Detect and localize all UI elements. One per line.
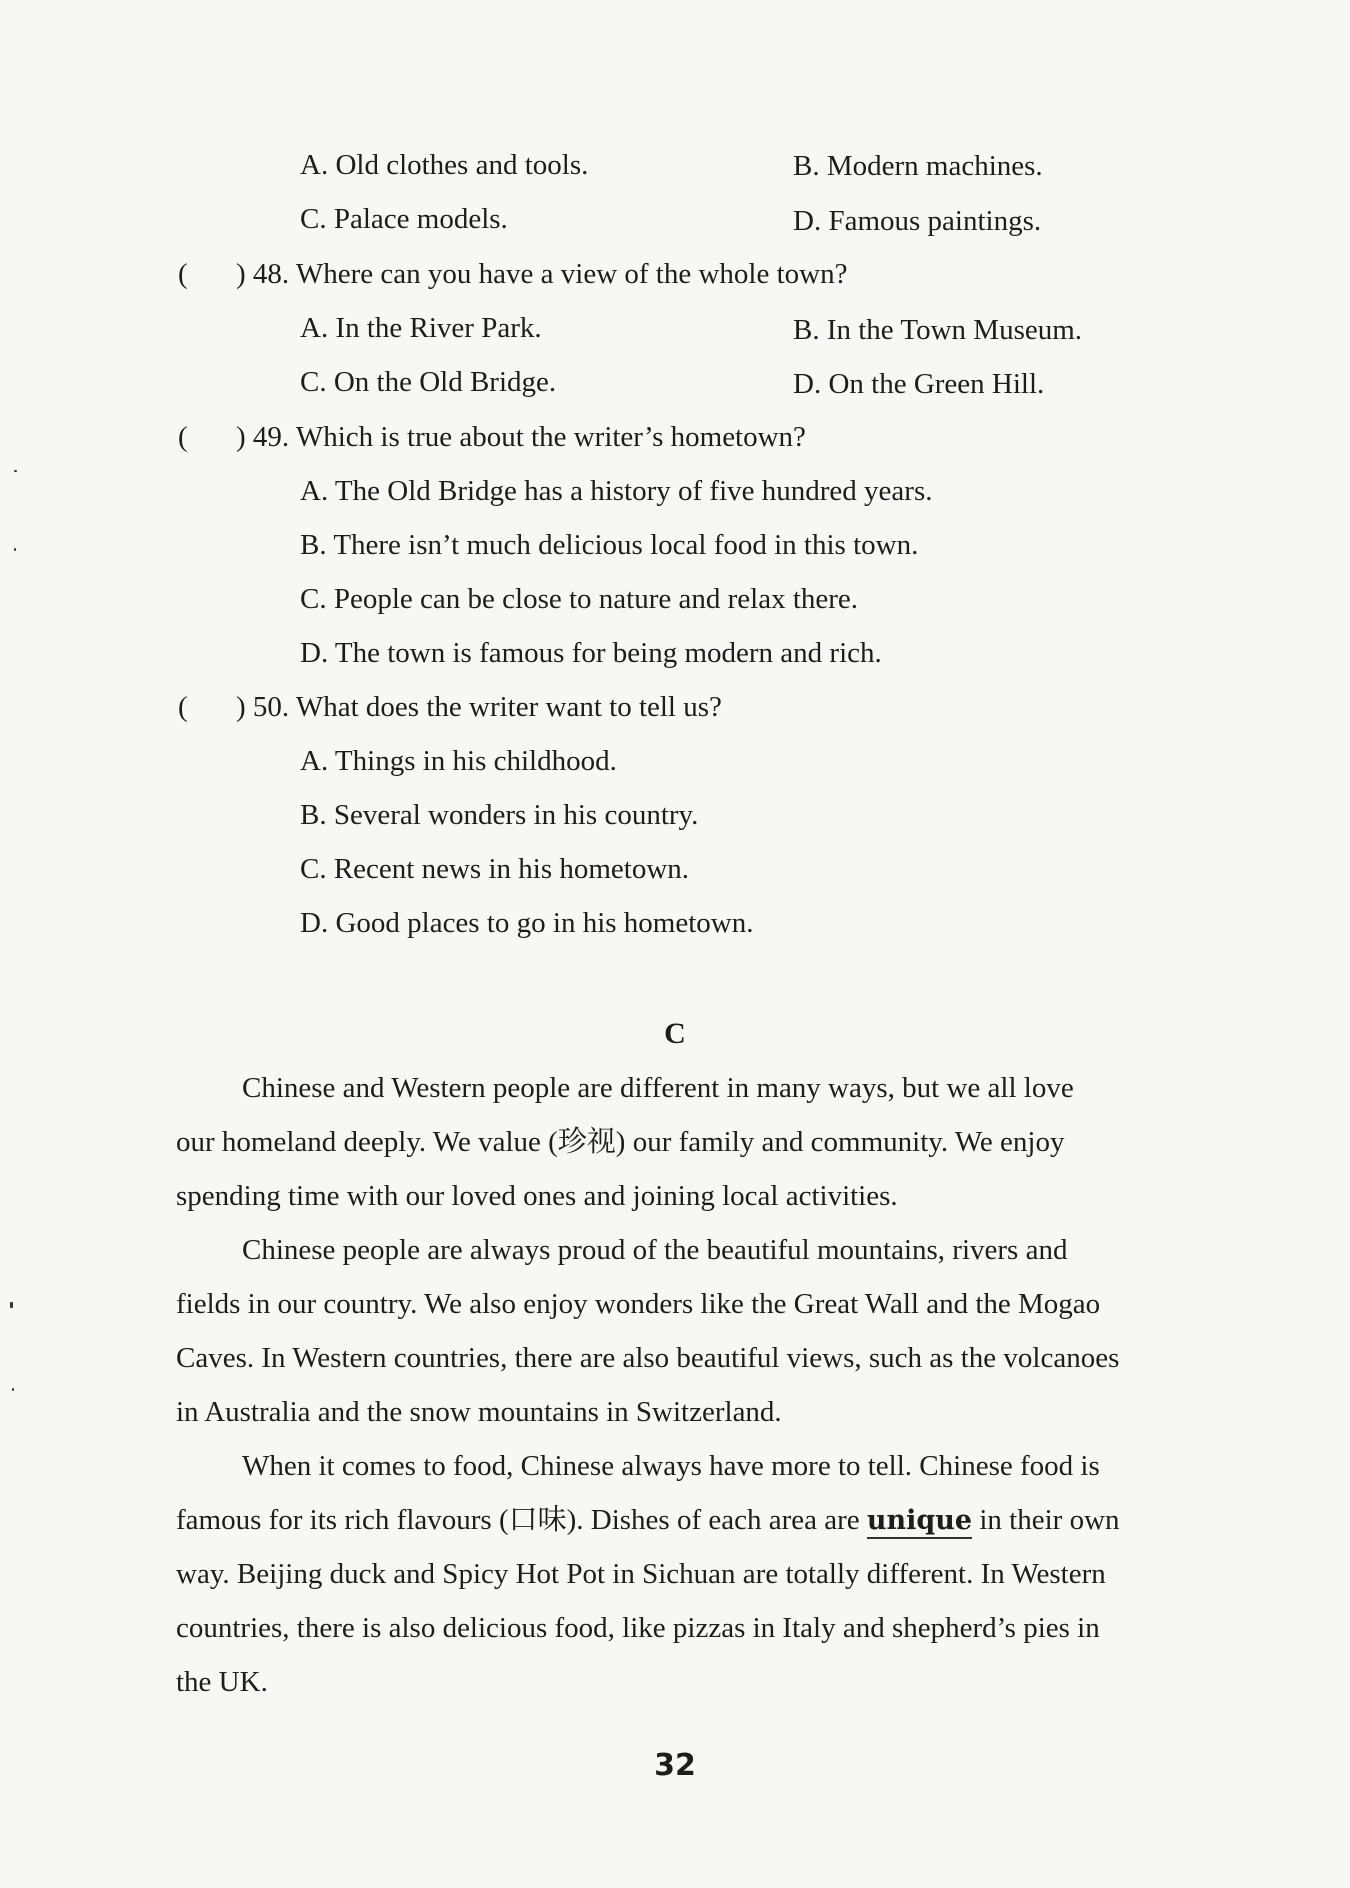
q48-option-c: C. On the Old Bridge.: [300, 366, 557, 398]
q48-stem: ) 48. Where can you have a view of the whole town?: [236, 258, 848, 290]
q49-answer-paren: (: [178, 421, 188, 453]
passage-c-p1-line1: Chinese and Western people are different in many ways, but we all love: [242, 1072, 1074, 1104]
q49-option-b: B. There isn’t much delicious local food in this town.: [300, 529, 919, 561]
q49-option-c: C. People can be close to nature and relax there.: [300, 583, 859, 615]
q47-option-a: A. Old clothes and tools.: [300, 149, 589, 181]
q48-option-d: D. On the Green Hill.: [793, 368, 1045, 400]
q50-option-a: A. Things in his childhood.: [300, 745, 617, 777]
section-c-heading: C: [664, 1017, 686, 1050]
q50-stem: ) 50. What does the writer want to tell us?: [236, 691, 722, 723]
passage-c-p3-line2-start: famous for its rich flavours (口味). Dishes of each area are: [176, 1504, 867, 1536]
passage-c-p2-line3: Caves. In Western countries, there are also beautiful views, such as the volcanoes: [176, 1342, 1120, 1374]
q48-answer-paren: (: [178, 258, 188, 290]
q47-option-c: C. Palace models.: [300, 203, 508, 235]
keyword-unique: unique: [867, 1505, 972, 1539]
passage-c-p3-line1: When it comes to food, Chinese always have more to tell. Chinese food is: [242, 1450, 1100, 1482]
passage-c-p3-line5: the UK.: [176, 1666, 268, 1698]
scan-speck: [14, 470, 17, 472]
q47-option-b: B. Modern machines.: [793, 150, 1043, 182]
q48-option-b: B. In the Town Museum.: [793, 314, 1083, 346]
q49-option-a: A. The Old Bridge has a history of five hundred years.: [300, 475, 933, 507]
passage-c-p3-line3: way. Beijing duck and Spicy Hot Pot in Sichuan are totally different. In Western: [176, 1558, 1106, 1590]
passage-c-p1-line3: spending time with our loved ones and joining local activities.: [176, 1180, 898, 1212]
page-number: 32: [654, 1748, 696, 1783]
scan-speck: [12, 1388, 14, 1391]
passage-c-p1-line2: our homeland deeply. We value (珍视) our family and community. We enjoy: [176, 1126, 1065, 1158]
passage-c-p2-line1: Chinese people are always proud of the beautiful mountains, rivers and: [242, 1234, 1068, 1266]
q50-option-d: D. Good places to go in his hometown.: [300, 907, 754, 939]
passage-c-p3-line4: countries, there is also delicious food, like pizzas in Italy and shepherd’s pies in: [176, 1612, 1100, 1644]
scan-speck: [10, 1302, 13, 1308]
q50-option-b: B. Several wonders in his country.: [300, 799, 699, 831]
q50-option-c: C. Recent news in his hometown.: [300, 853, 690, 885]
q48-option-a: A. In the River Park.: [300, 312, 542, 344]
passage-c-p3-line2: [176, 1502, 1120, 1539]
q50-answer-paren: (: [178, 691, 188, 723]
q49-stem: ) 49. Which is true about the writer’s hometown?: [236, 421, 806, 453]
scan-speck: [14, 548, 16, 551]
q49-option-d: D. The town is famous for being modern and rich.: [300, 637, 882, 669]
passage-c-p2-line4: in Australia and the snow mountains in Switzerland.: [176, 1396, 782, 1428]
passage-c-p3-line2-end: in their own: [972, 1504, 1120, 1536]
passage-c-p2-line2: fields in our country. We also enjoy wonders like the Great Wall and the Mogao: [176, 1288, 1101, 1320]
q47-option-d: D. Famous paintings.: [793, 205, 1042, 237]
